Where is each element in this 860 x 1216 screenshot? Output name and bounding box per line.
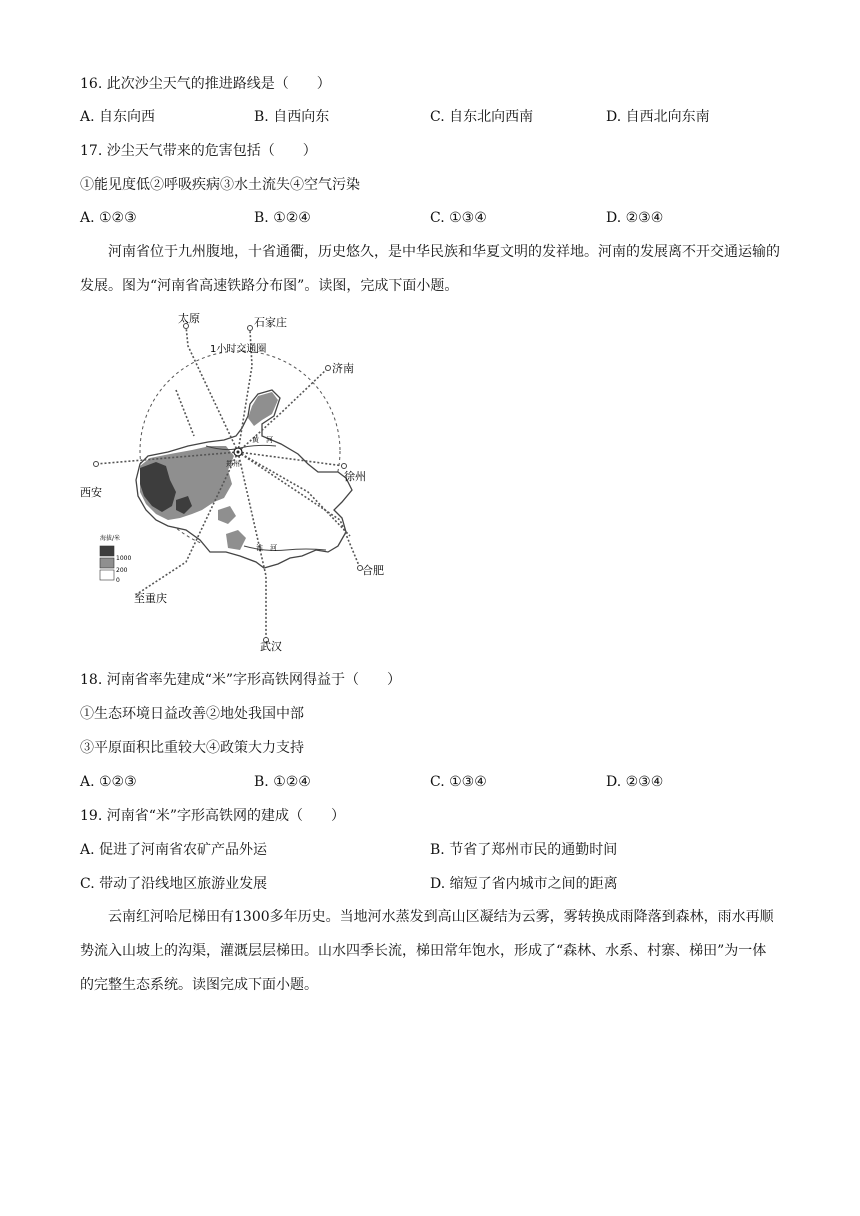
q17-option-b: B. ①②④ (254, 210, 311, 226)
legend-title: 海拔/米 (100, 535, 121, 542)
legend-swatch-high (100, 546, 114, 556)
q18-option-d: D. ②③④ (606, 774, 664, 790)
q19-option-d: D. 缩短了省内城市之间的距离 (430, 876, 618, 892)
elevation-legend (100, 534, 131, 584)
q16-option-c: C. 自东北向西南 (430, 109, 534, 125)
label-yellow-river: 黄 河 (252, 436, 273, 444)
q16-option-b: B. 自西向东 (254, 109, 330, 125)
label-wuhan: 武汉 (260, 640, 282, 653)
question-18-stem: 18. 河南省率先建成“米”字形高铁网得益于（ ） (80, 672, 402, 688)
legend-level-200: 200 (116, 567, 128, 574)
question-19-stem: 19. 河南省“米”字形高铁网的建成（ ） (80, 808, 346, 824)
label-xuzhou: 徐州 (344, 470, 366, 483)
label-huai-river: 淮 河 (256, 544, 277, 552)
q18-option-a: A. ①②③ (80, 774, 137, 790)
passage-henan: 河南省位于九州腹地，十省通衢，历史悠久，是中华民族和华夏文明的发祥地。河南的发展离不开交通运输的发展。图为“河南省高速铁路分布图”。读图，完成下面小题。 (80, 244, 780, 294)
q16-option-d: D. 自西北向东南 (606, 109, 710, 125)
q18-option-c: C. ①③④ (430, 774, 487, 790)
q18-statements-2: ③平原面积比重较大④政策大力支持 (80, 740, 304, 756)
q18-option-b: B. ①②④ (254, 774, 311, 790)
legend-swatch-mid (100, 558, 114, 568)
q19-option-a: A. 促进了河南省农矿产品外运 (80, 842, 268, 858)
q17-option-a: A. ①②③ (80, 210, 137, 226)
q18-statements-1: ①生态环境日益改善②地处我国中部 (80, 706, 304, 722)
q19-option-c: C. 带动了沿线地区旅游业发展 (80, 876, 268, 892)
legend-level-0: 0 (116, 577, 120, 584)
q17-option-d: D. ②③④ (606, 210, 664, 226)
passage-hani-terraces: 云南红河哈尼梯田有1300多年历史。当地河水蒸发到高山区凝结为云雾，雾转换成雨降落到森林，雨水再顺势流入山坡上的沟渠，灌溉层层梯田。山水四季长流，梯田常年饱水，形成了“森林、水系、村寨、梯田”为一体的完整生态系统。读图完成下面小题。 (80, 909, 774, 993)
q17-option-c: C. ①③④ (430, 210, 487, 226)
label-chongqing: 至重庆 (134, 592, 167, 605)
label-taiyuan: 太原 (178, 312, 200, 325)
label-xian: 西安 (80, 486, 102, 499)
legend-swatch-low (100, 570, 114, 580)
question-16-stem: 16. 此次沙尘天气的推进路线是（ ） (80, 76, 331, 92)
henan-railway-map (76, 306, 406, 656)
q17-statements: ①能见度低②呼吸疾病③水土流失④空气污染 (80, 177, 360, 193)
label-hefei: 合肥 (362, 564, 384, 577)
label-shijiazhuang: 石家庄 (254, 316, 287, 329)
question-17-stem: 17. 沙尘天气带来的危害包括（ ） (80, 143, 317, 159)
label-zhengzhou: 郑州 (226, 460, 240, 468)
q19-option-b: B. 节省了郑州市民的通勤时间 (430, 842, 618, 858)
legend-level-1000: 1000 (116, 555, 132, 562)
q16-option-a: A. 自东向西 (80, 109, 156, 125)
label-jinan: 济南 (332, 362, 354, 375)
label-traffic-circle: 1小时交通圈 (210, 344, 267, 355)
